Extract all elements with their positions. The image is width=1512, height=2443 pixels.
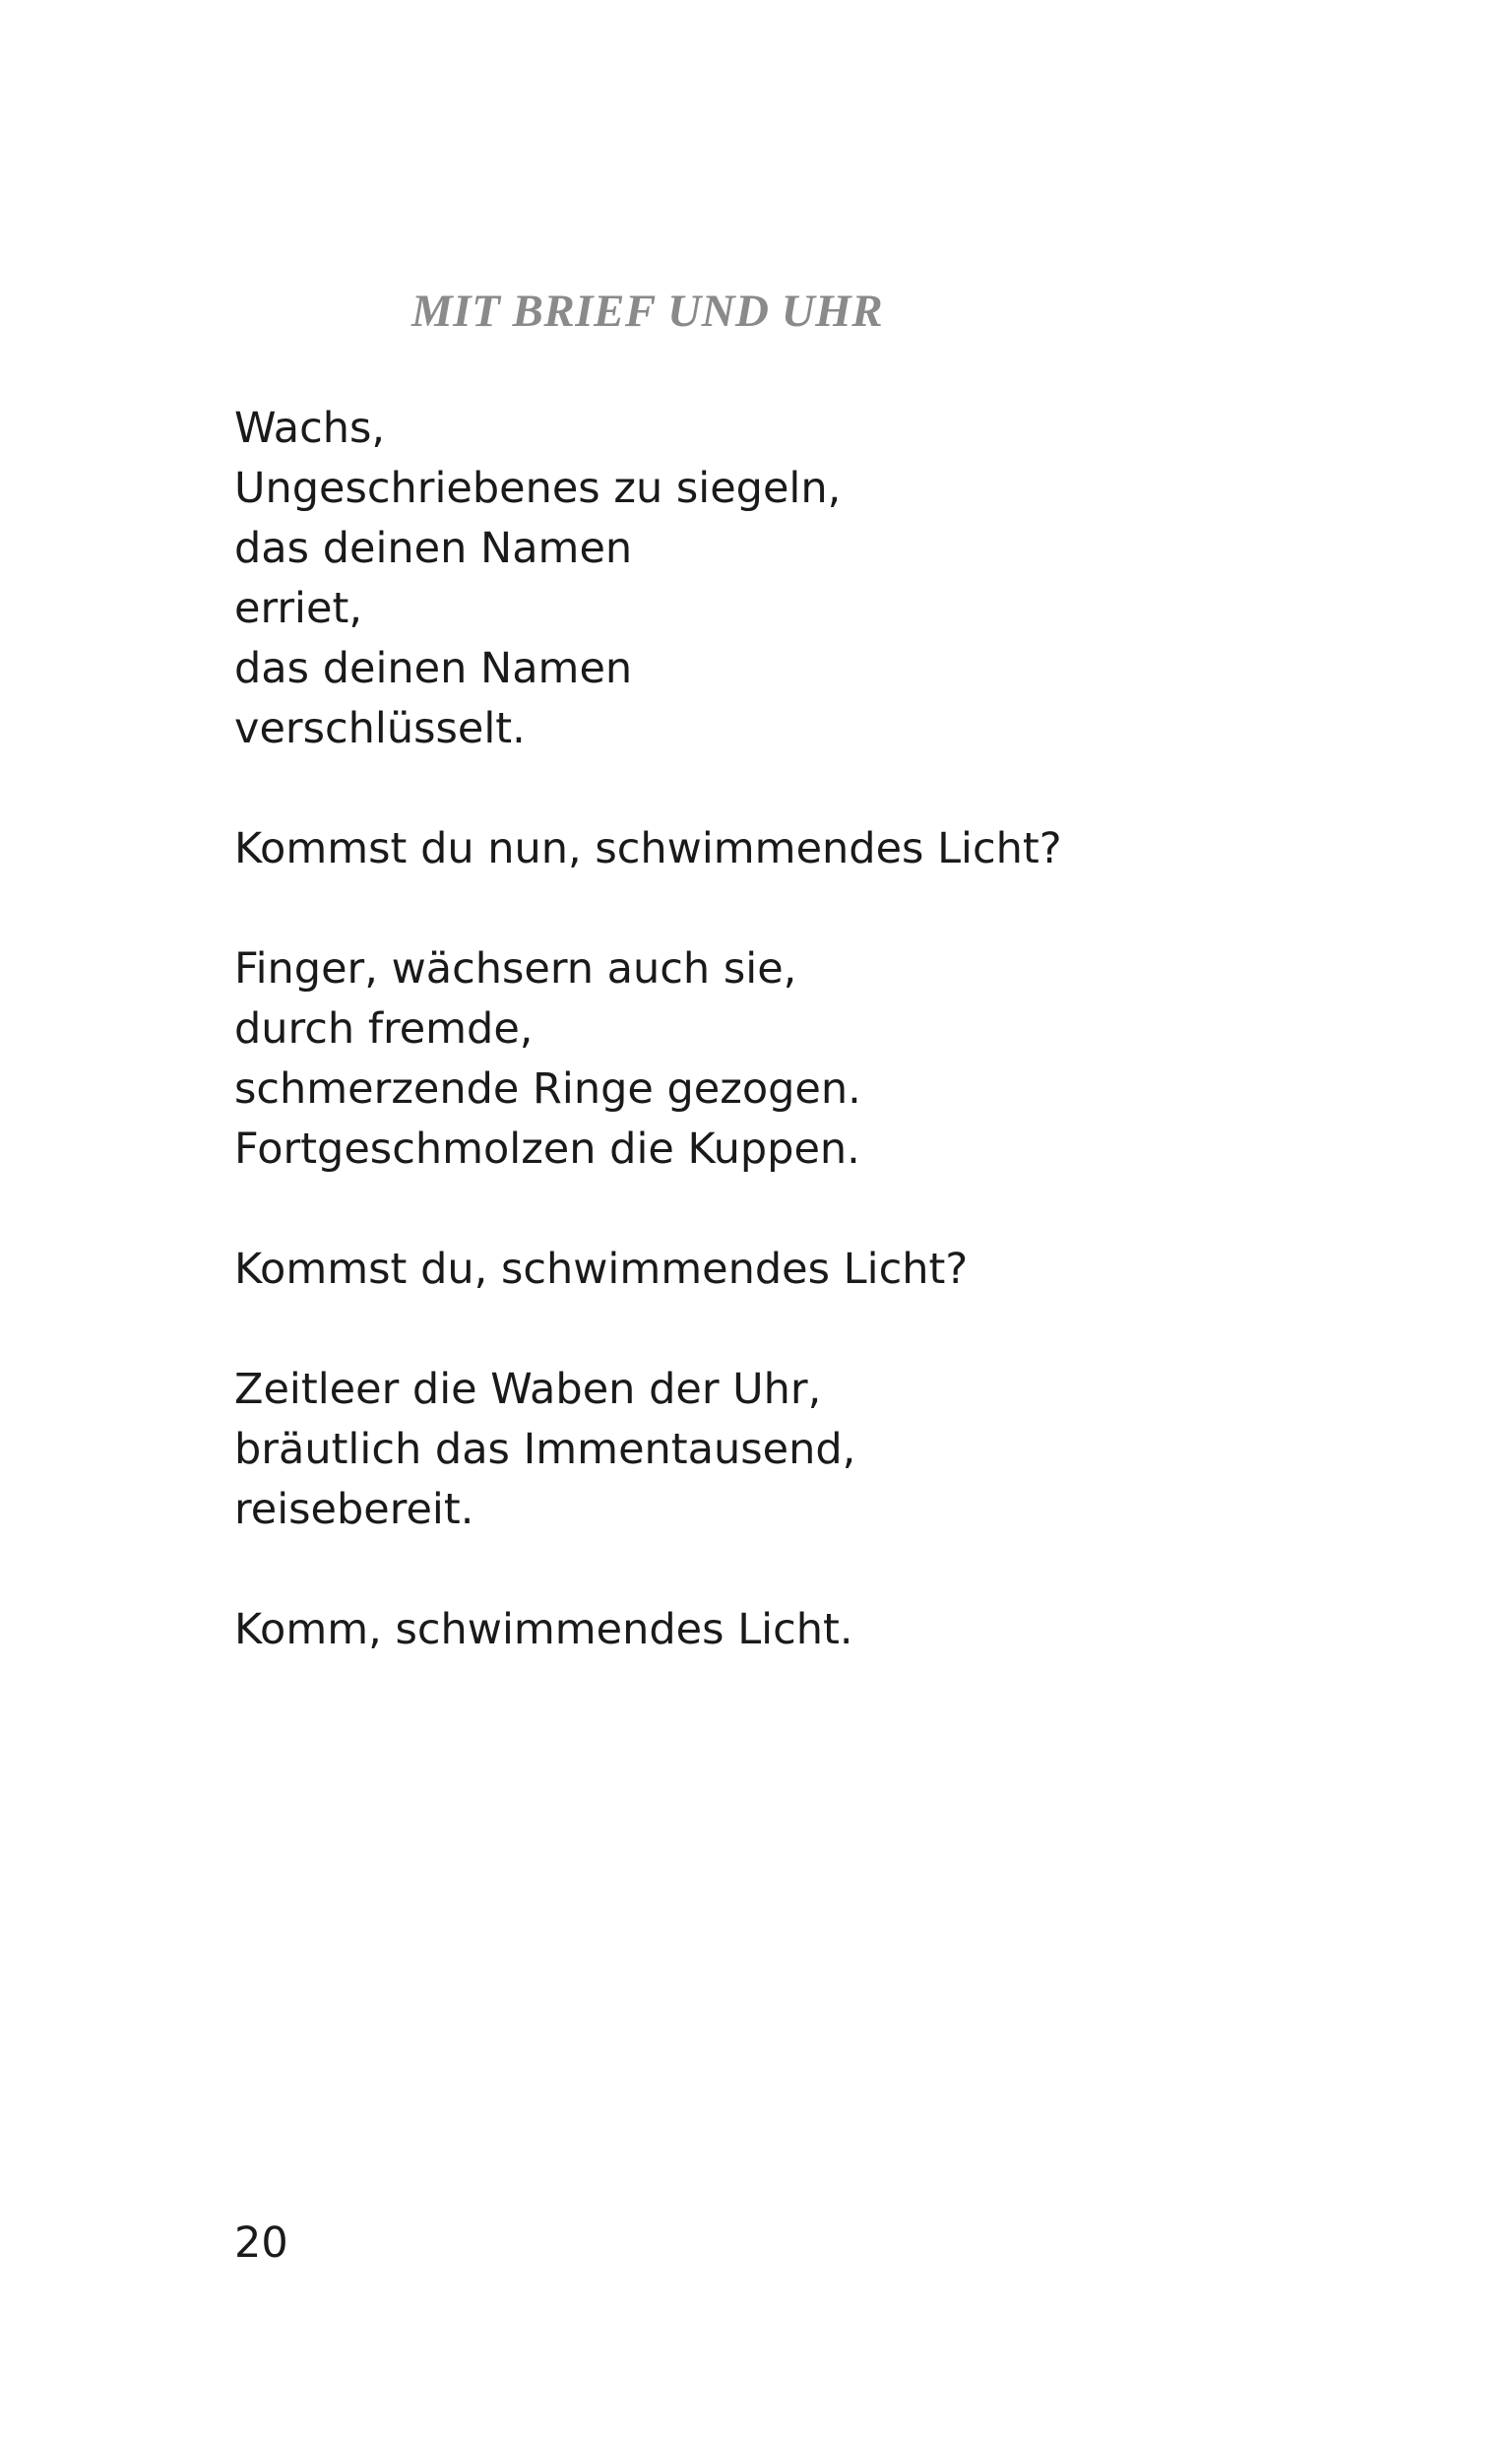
poem-line: Ungeschriebenes zu siegeln, xyxy=(234,464,842,513)
poem-line: Finger, wächsern auch sie, xyxy=(234,944,797,994)
poem-line: erriet, xyxy=(234,584,362,633)
poem-line: durch fremde, xyxy=(234,1004,534,1054)
poem-line: das deinen Namen xyxy=(234,644,633,693)
poem-line: schmerzende Ringe gezogen. xyxy=(234,1064,861,1114)
stanza xyxy=(234,939,1416,1180)
poem-line: Komm, schwimmendes Licht. xyxy=(234,1605,853,1654)
poem-line: verschlüsselt. xyxy=(234,704,526,753)
stanza xyxy=(234,819,1416,879)
stanza xyxy=(234,1240,1416,1300)
poem-line: Zeitleer die Waben der Uhr, xyxy=(234,1365,822,1414)
poem-line: reisebereit. xyxy=(234,1485,474,1534)
poem-line: Kommst du nun, schwimmendes Licht? xyxy=(234,824,1062,873)
stanza xyxy=(234,1600,1416,1660)
poem-line: Kommst du, schwimmendes Licht? xyxy=(234,1245,969,1294)
poem-line: das deinen Namen xyxy=(234,524,633,573)
poem-title: MIT BRIEF UND UHR xyxy=(411,286,884,337)
poem-body xyxy=(234,399,1416,1720)
page-number: 20 xyxy=(234,2218,288,2268)
poem-line: bräutlich das Immentausend, xyxy=(234,1425,856,1474)
stanza xyxy=(234,399,1416,759)
poem-line: Fortgeschmolzen die Kuppen. xyxy=(234,1125,860,1174)
poem-line: Wachs, xyxy=(234,404,386,453)
stanza xyxy=(234,1360,1416,1540)
